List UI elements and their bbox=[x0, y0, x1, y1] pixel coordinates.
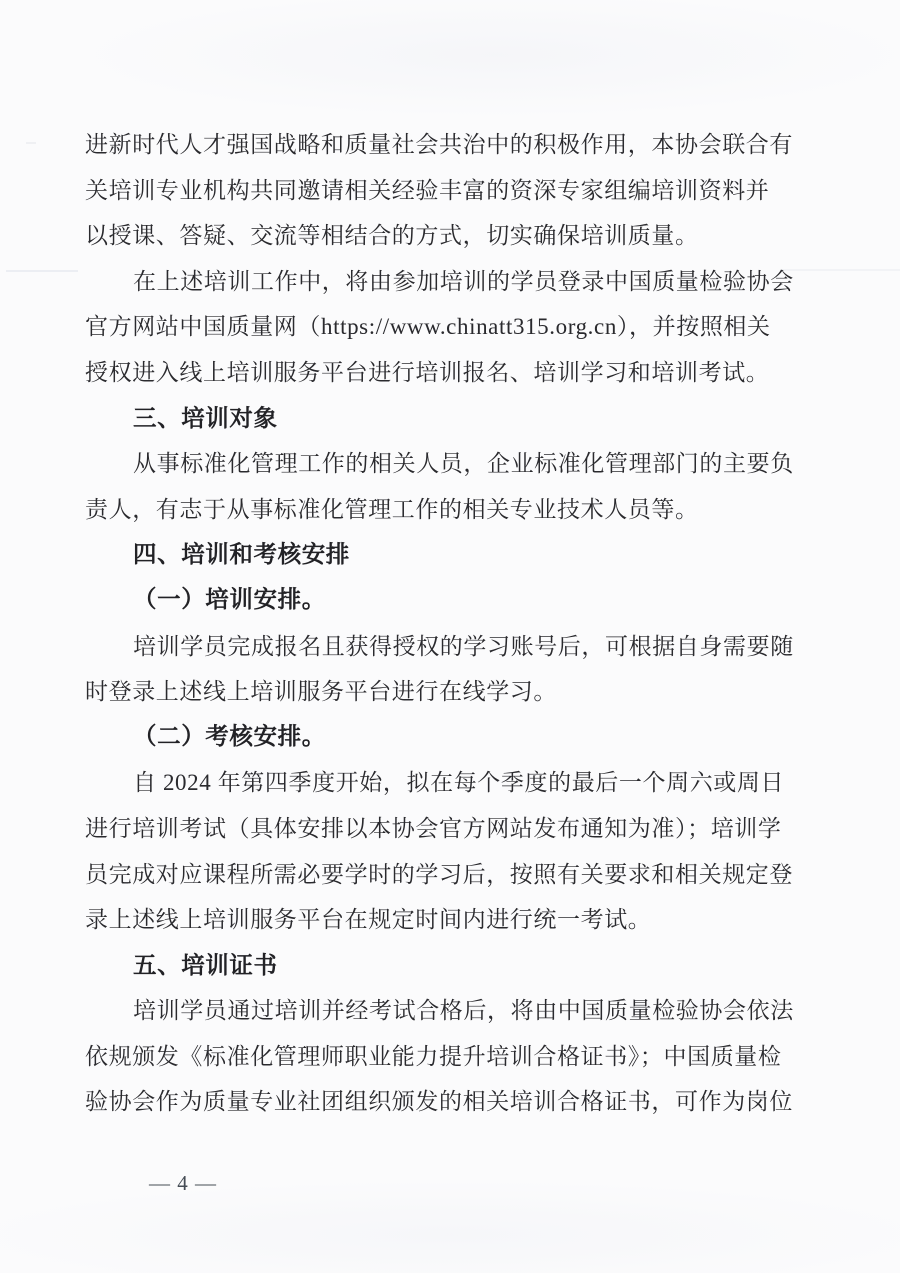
section-heading-training-target: 三、培训对象 bbox=[133, 404, 278, 431]
body-line-paragraph-start: 自 2024 年第四季度开始，拟在每个季度的最后一个周六或周日 bbox=[133, 770, 785, 796]
page-number: — 4 — bbox=[149, 1171, 217, 1195]
body-line-paragraph-start: 从事标准化管理工作的相关人员，企业标准化管理部门的主要负 bbox=[133, 451, 794, 477]
body-line: 依规颁发《标准化管理师职业能力提升培训合格证书》；中国质量检 bbox=[85, 1043, 782, 1069]
section-heading-training-certificate: 五、培训证书 bbox=[133, 951, 278, 978]
body-line-paragraph-start: 在上述培训工作中，将由参加培训的学员登录中国质量检验协会 bbox=[133, 268, 794, 294]
sub-heading-training-arrangement: （一）培训安排。 bbox=[133, 586, 326, 613]
body-line: 进行培训考试（具体安排以本协会官方网站发布通知为准）；培训学 bbox=[85, 815, 782, 841]
body-line: 责人，有志于从事标准化管理工作的相关专业技术人员等。 bbox=[85, 496, 699, 522]
body-line-paragraph-start: 培训学员通过培训并经考试合格后，将由中国质量检验协会依法 bbox=[133, 998, 794, 1024]
body-line: 以授课、答疑、交流等相结合的方式，切实确保培训质量。 bbox=[85, 223, 699, 249]
body-line-website-url: 官方网站中国质量网（https://www.chinatt315.org.cn），并按照相关 bbox=[85, 314, 771, 340]
sub-heading-exam-arrangement: （二）考核安排。 bbox=[133, 723, 326, 750]
body-line: 录上述线上培训服务平台在规定时间内进行统一考试。 bbox=[85, 907, 652, 933]
scan-artifact-speck bbox=[26, 142, 36, 144]
body-line: 关培训专业机构共同邀请相关经验丰富的资深专家组编培训资料并 bbox=[85, 177, 770, 203]
body-line: 进新时代人才强国战略和质量社会共治中的积极作用，本协会联合有 bbox=[85, 132, 793, 157]
section-heading-training-and-exam-arrangement: 四、培训和考核安排 bbox=[133, 541, 350, 568]
document-body bbox=[85, 122, 817, 1125]
body-line: 验协会作为质量专业社团组织颁发的相关培训合格证书，可作为岗位 bbox=[85, 1089, 793, 1115]
scan-artifact-line bbox=[6, 270, 78, 272]
body-line: 员完成对应课程所需必要学时的学习后，按照有关要求和相关规定登 bbox=[85, 861, 793, 887]
body-line: 授权进入线上培训服务平台进行培训报名、培训学习和培训考试。 bbox=[85, 359, 770, 385]
body-line-paragraph-start: 培训学员完成报名且获得授权的学习账号后，可根据自身需要随 bbox=[133, 633, 794, 659]
body-line: 时登录上述线上培训服务平台进行在线学习。 bbox=[85, 679, 557, 705]
